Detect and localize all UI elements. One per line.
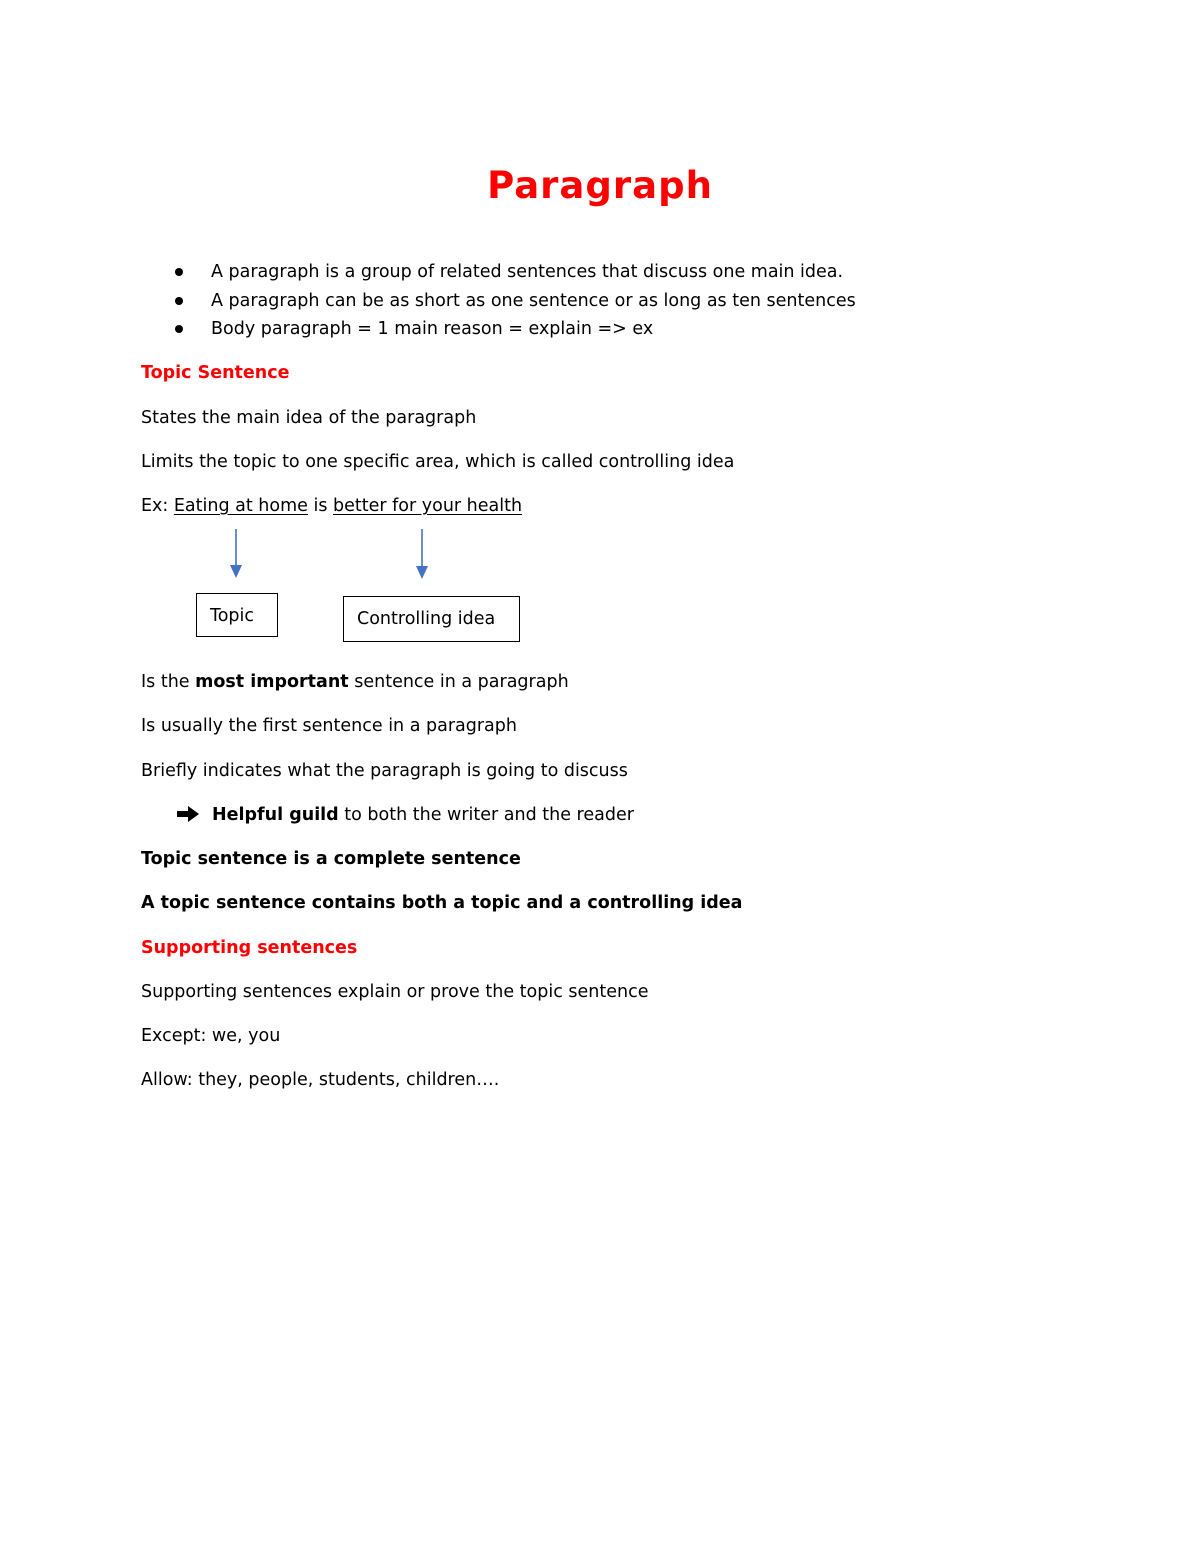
text-segment: Is the <box>141 672 196 692</box>
body-text: States the main idea of the paragraph <box>141 408 477 428</box>
diagram-arrows <box>0 0 1200 700</box>
bullet-text: A paragraph is a group of related sentences that discuss one main idea. <box>211 262 844 282</box>
body-text: Is usually the first sentence in a paragraph <box>141 716 517 736</box>
bullet-icon <box>175 268 183 276</box>
bullet-text: Body paragraph = 1 main reason = explain => ex <box>211 319 654 339</box>
example-line <box>141 494 522 518</box>
body-text: Limits the topic to one specific area, which is called controlling idea <box>141 452 735 472</box>
down-arrow-icon <box>416 529 428 579</box>
bullet-text: A paragraph can be as short as one sentence or as long as ten sentences <box>211 290 856 311</box>
body-text: Except: we, you <box>141 1026 281 1046</box>
body-text: Supporting sentences explain or prove the topic sentence <box>141 982 649 1002</box>
bullet-icon <box>175 325 183 333</box>
topic-box <box>196 593 278 637</box>
bold-statement: A topic sentence contains both a topic and a controlling idea <box>141 893 743 913</box>
example-middle: is <box>307 496 334 516</box>
right-arrow-icon <box>176 804 200 824</box>
bold-text-segment: most important <box>195 672 349 692</box>
bold-statement: Topic sentence is a complete sentence <box>141 849 521 869</box>
topic-sentence-heading: Topic Sentence <box>141 363 290 383</box>
bold-text-segment: Helpful guild <box>212 805 339 825</box>
controlling-idea-box-label: Controlling idea <box>357 609 496 629</box>
text-segment: sentence in a paragraph <box>348 672 569 692</box>
page-title: Paragraph <box>487 164 713 207</box>
example-topic: Eating at home <box>173 496 308 516</box>
down-arrow-icon <box>230 529 242 578</box>
example-controlling-idea: better for your health <box>333 496 523 516</box>
important-line <box>141 670 569 694</box>
text-segment: to both the writer and the reader <box>338 805 634 825</box>
helpful-line <box>212 803 634 827</box>
bullet-icon <box>175 297 183 305</box>
example-prefix: Ex: <box>141 496 174 516</box>
body-text: Allow: they, people, students, children…. <box>141 1070 500 1090</box>
supporting-sentences-heading: Supporting sentences <box>141 938 358 958</box>
body-text: Briefly indicates what the paragraph is going to discuss <box>141 761 628 781</box>
controlling-idea-box <box>343 596 520 642</box>
topic-box-label: Topic <box>210 606 255 626</box>
